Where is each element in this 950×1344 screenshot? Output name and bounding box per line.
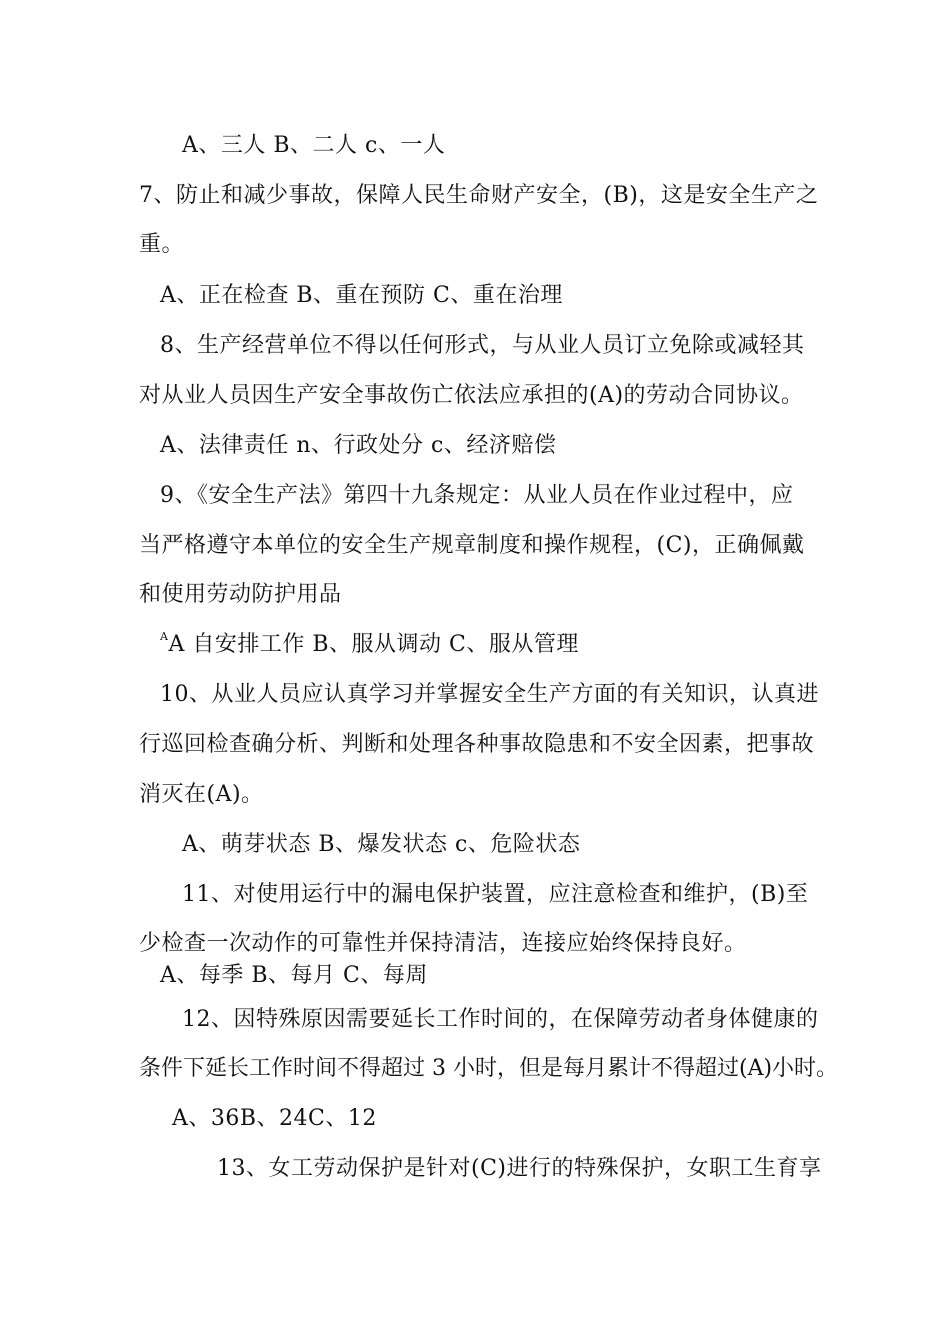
q9-text-line-1: 9、《安全生产法》第四十九条规定：从业人员在作业过程中，应 (160, 483, 794, 508)
q12-text-line-2: 条件下延长工作时间不得超过 3 小时，但是每月累计不得超过(A)小时。 (139, 1056, 839, 1081)
q9-options-text: A 自安排工作 B、服从调动 C、服从管理 (168, 632, 579, 657)
q7-options: A、正在检查 B、重在预防 C、重在治理 (160, 283, 563, 308)
q8-text-line-1: 8、生产经营单位不得以任何形式，与从业人员订立免除或减轻其 (160, 333, 805, 358)
q11-text-line-2: 少检查一次动作的可靠性并保持清洁，连接应始终保持良好。 (139, 931, 747, 956)
q9-options (160, 630, 579, 660)
q8-options: A、法律责任 n、行政处分 c、经济赔偿 (160, 433, 557, 458)
q7-text-line-1: 7、防止和减少事故，保障人民生命财产安全，(B)，这是安全生产之 (139, 183, 819, 208)
q6-options: A、三人 B、二人 c、一人 (182, 133, 446, 158)
q9-text-line-2: 当严格遵守本单位的安全生产规章制度和操作规程，(C)，正确佩戴 (139, 533, 805, 558)
q10-options: A、萌芽状态 B、爆发状态 c、危险状态 (182, 832, 581, 857)
q12-text-line-1: 12、因特殊原因需要延长工作时间的，在保障劳动者身体健康的 (182, 1007, 819, 1032)
q11-options: A、每季 B、每月 C、每周 (160, 963, 428, 988)
q13-text-line-1: 13、女工劳动保护是针对(C)进行的特殊保护，女职工生育享 (217, 1156, 822, 1181)
q11-text-line-1: 11、对使用运行中的漏电保护装置，应注意检查和维护，(B)至 (182, 882, 809, 907)
superscript-mark: A (160, 630, 169, 643)
q12-options: A、36B、24C、12 (172, 1106, 377, 1131)
q10-text-line-1: 10、从业人员应认真学习并掌握安全生产方面的有关知识，认真进 (160, 682, 819, 707)
q8-text-line-2: 对从业人员因生产安全事故伤亡依法应承担的(A)的劳动合同协议。 (139, 383, 804, 408)
q9-text-line-3: 和使用劳动防护用品 (139, 582, 342, 607)
q7-text-line-2: 重。 (139, 232, 185, 257)
q10-text-line-2: 行巡回检查确分析、判断和处理各种事故隐患和不安全因素，把事故 (139, 732, 815, 757)
q10-text-line-3: 消灭在(A)。 (139, 782, 264, 807)
